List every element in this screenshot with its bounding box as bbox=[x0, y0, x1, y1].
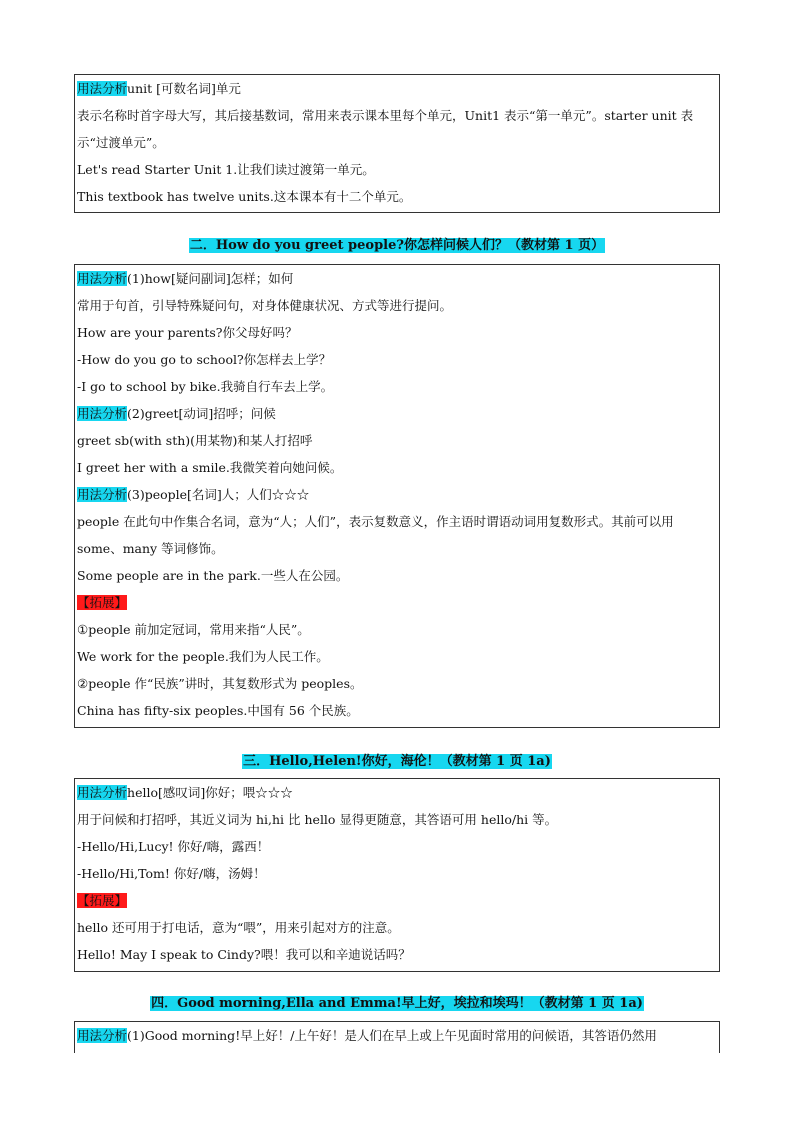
usage-explanation: people 在此句中作集合名词，意为“人；人们”，表示复数意义，作主语时谓语动词用复数形式。其前可以用 some、many 等词修饰。 bbox=[77, 514, 674, 556]
example-sentence: We work for the people.我们为人民工作。 bbox=[77, 649, 329, 664]
usage-box-good-morning bbox=[74, 1021, 720, 1053]
usage-label: 用法分析 bbox=[77, 785, 128, 800]
usage-explanation: greet sb(with sth)(用某物)和某人打招呼 bbox=[77, 433, 313, 448]
extension-tag: 【拓展】 bbox=[77, 893, 128, 908]
usage-explanation: 表示名称时首字母大写，其后接基数词，常用来表示课本里每个单元，Unit1 表示“第一单元”。starter unit 表示“过渡单元”。 bbox=[77, 108, 694, 150]
usage-box-greet bbox=[74, 264, 720, 728]
usage-head: 用法分析(1)Good morning!早上好！/上午好！是人们在早上或上午见面时常用的问候语，其答语仍然用 bbox=[77, 1028, 657, 1043]
example-sentence: Let's read Starter Unit 1.让我们读过渡第一单元。 bbox=[77, 162, 375, 177]
usage-label: 用法分析 bbox=[77, 487, 128, 502]
example-sentence: Some people are in the park.一些人在公园。 bbox=[77, 568, 349, 583]
example-sentence: I greet her with a smile.我微笑着向她问候。 bbox=[77, 460, 343, 475]
usage-label: 用法分析 bbox=[77, 271, 128, 286]
usage-explanation: 用于问候和打招呼，其近义词为 hi,hi 比 hello 显得更随意，其答语可用 hello/hi 等。 bbox=[77, 812, 558, 827]
usage-head: 用法分析hello[感叹词]你好；喂☆☆☆ bbox=[77, 785, 293, 800]
usage-head: 用法分析(2)greet[动词]招呼；问候 bbox=[77, 406, 276, 421]
usage-explanation: hello 还可用于打电话，意为“喂”，用来引起对方的注意。 bbox=[77, 920, 400, 935]
usage-head: 用法分析unit [可数名词]单元 bbox=[77, 81, 241, 96]
example-sentence: How are your parents?你父母好吗？ bbox=[77, 325, 298, 340]
usage-head: 用法分析(3)people[名词]人；人们☆☆☆ bbox=[77, 487, 310, 502]
example-sentence: -Hello/Hi,Tom! 你好/嗨，汤姆！ bbox=[77, 866, 266, 881]
example-sentence: Hello! May I speak to Cindy?喂！我可以和辛迪说话吗？ bbox=[77, 947, 411, 962]
section-heading-3: 三．Hello,Helen!你好，海伦！（教材第 1 页 1a) bbox=[243, 754, 551, 769]
usage-explanation: 常用于句首，引导特殊疑问句，对身体健康状况、方式等进行提问。 bbox=[77, 298, 453, 313]
extension-tag: 【拓展】 bbox=[77, 595, 128, 610]
usage-label: 用法分析 bbox=[77, 1028, 128, 1043]
example-sentence: This textbook has twelve units.这本课本有十二个单元。 bbox=[77, 189, 412, 204]
example-sentence: -Hello/Hi,Lucy! 你好/嗨，露西！ bbox=[77, 839, 270, 854]
section-heading-2: 二．How do you greet people?你怎样问候人们？（教材第 1 页） bbox=[189, 238, 605, 253]
example-sentence: China has fifty-six peoples.中国有 56 个民族。 bbox=[77, 703, 359, 718]
usage-label: 用法分析 bbox=[77, 81, 128, 96]
example-sentence: -I go to school by bike.我骑自行车去上学。 bbox=[77, 379, 334, 394]
usage-label: 用法分析 bbox=[77, 406, 128, 421]
usage-explanation: ①people 前加定冠词，常用来指“人民”。 bbox=[77, 622, 310, 637]
usage-explanation: ②people 作“民族”讲时，其复数形式为 peoples。 bbox=[77, 676, 363, 691]
section-heading-4: 四．Good morning,Ella and Emma!早上好，埃拉和埃玛！（教材第 1 页 1a) bbox=[151, 996, 643, 1011]
usage-box-hello bbox=[74, 778, 720, 972]
extension-row bbox=[77, 887, 717, 914]
usage-head: 用法分析(1)how[疑问副词]怎样；如何 bbox=[77, 271, 294, 286]
example-sentence: -How do you go to school?你怎样去上学？ bbox=[77, 352, 332, 367]
extension-row bbox=[77, 589, 717, 616]
usage-box-unit bbox=[74, 74, 720, 213]
